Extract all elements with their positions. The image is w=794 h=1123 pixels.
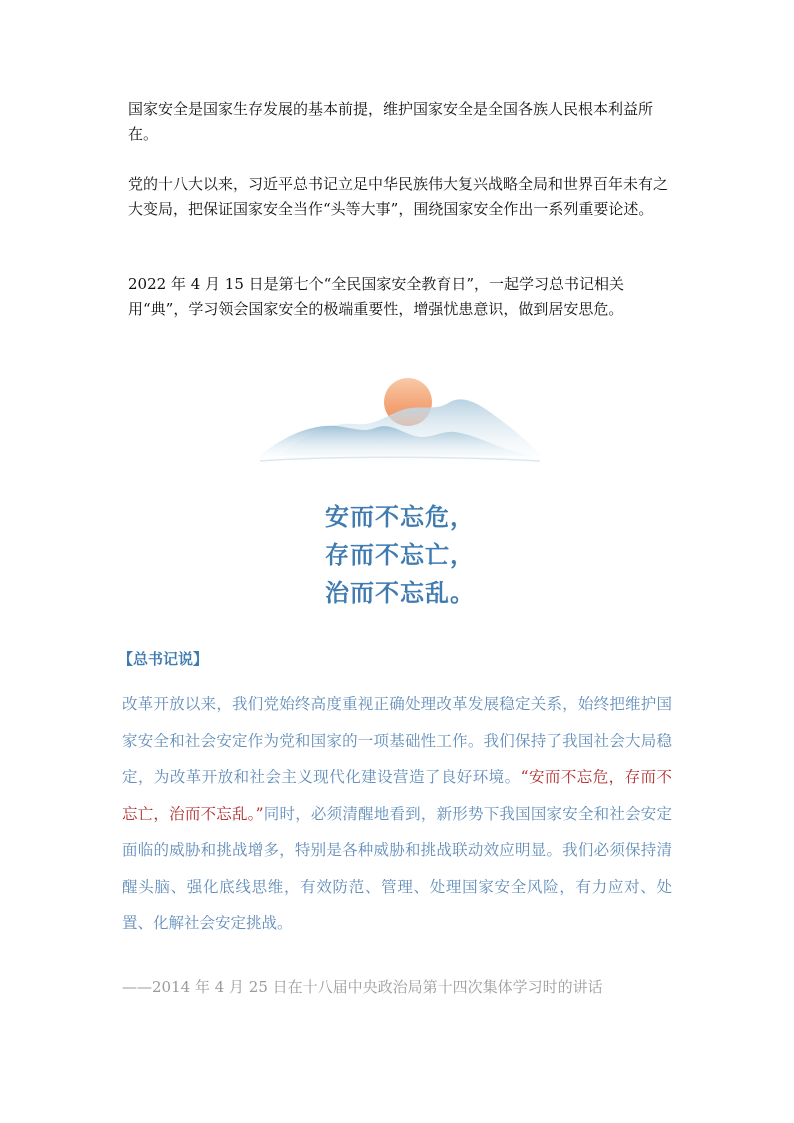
quote-source: ——2014 年 4 月 25 日在十八届中央政治局第十四次集体学习时的讲话 (122, 978, 603, 996)
sun-mountain-illustration (250, 372, 550, 464)
quote-text-part-1: 改革开放以来，我们党始终高度重视正确处理改革发展稳定关系，始终把维护国家安全和社会安定作为党和国家的一项基础性工作。我们保持了我国社会大局稳定，为改革开放和社会主义现代化建设营造了良好环境。 (122, 695, 672, 786)
section-heading: 【总书记说】 (118, 650, 209, 668)
intro-paragraph-3: 2022 年 4 月 15 日是第七个“全民国家安全教育日”，一起学习总书记相关用“典”，学习领会国家安全的极端重要性，增强忧患意识，做到居安思危。 (128, 275, 624, 318)
quote-text-part-2: 同时，必须清醒地看到，新形势下我国国家安全和社会安定面临的威胁和挑战增多，特别是各种威胁和挑战联动效应明显。我们必须保持清醒头脑、强化底线思维，有效防范、管理、处理国家安全风险，有力应对、处置、化解社会安定挑战。 (122, 804, 672, 932)
quote-highlight: “安而不忘危，存而不忘亡，治而不忘乱。” (122, 768, 672, 823)
quote-paragraph (122, 686, 672, 942)
motto-line-1: 安而不忘危， (325, 503, 475, 531)
intro-paragraph-1: 国家安全是国家生存发展的基本前提，维护国家安全是全国各族人民根本利益所在。 (128, 100, 654, 143)
intro-paragraph-2: 党的十八大以来，习近平总书记立足中华民族伟大复兴战略全局和世界百年未有之大变局，把保证国家安全当作“头等大事”，围绕国家安全作出一系列重要论述。 (128, 175, 669, 218)
motto-block (325, 498, 475, 612)
motto-line-2: 存而不忘亡， (325, 541, 475, 569)
motto-line-3: 治而不忘乱。 (325, 579, 475, 607)
